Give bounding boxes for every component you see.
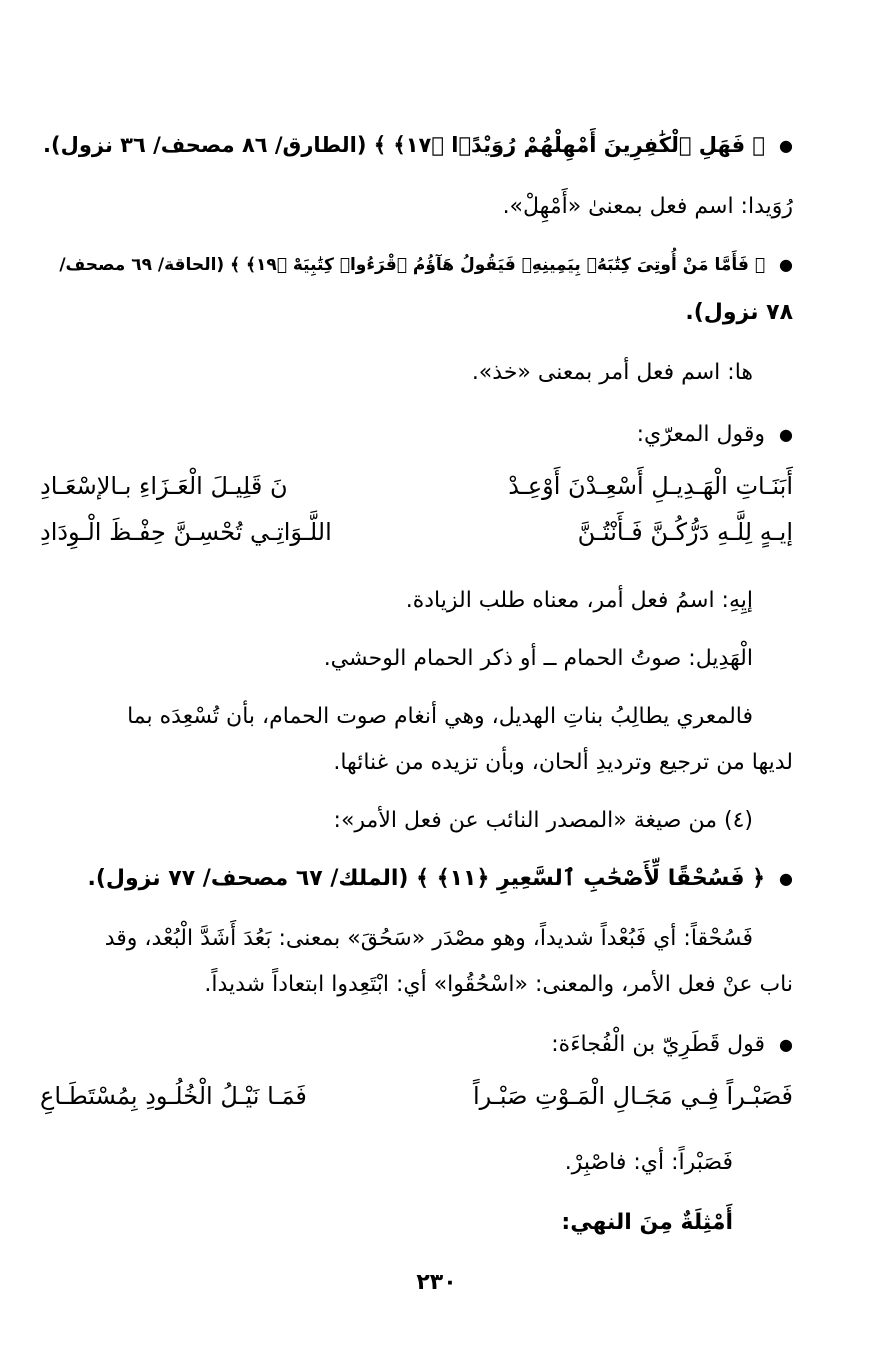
explanation-ruwaydan: رُوَيدا: اسم فعل بمعنىٰ «أَمْهِلْ». — [502, 194, 793, 219]
poem-hemistich-first: أَبَنَـاتِ الْهَـدِيـلِ أَسْعِـدْنَ أَوْعِـدْ — [508, 472, 793, 500]
paragraph-line-1: فالمعري يطالِبُ بناتِ الهديل، وهي أنغام صوت الحمام، بأن تُسْعِدَه بما — [127, 704, 753, 729]
explanation-hadil: الْهَدِيل: صوتُ الحمام ــ أو ذكر الحمام الوحشي. — [323, 646, 753, 671]
poem-hemistich-second: فَمَـا نَيْـلُ الْخُلُـودِ بِمُسْتَطَـاعِ — [40, 1082, 307, 1110]
explanation-sabran: فَصَبْراً: أي: فاصْبِرْ. — [564, 1150, 733, 1175]
explanation-suhqan-line-1: فَسُحْقاً: أي فَبُعْداً شديداً، وهو مصْدَر «سَحُقَ» بمعنى: بَعُدَ أَشَدَّ الْبُعْد، وقد — [104, 926, 753, 951]
section-heading-nahy: أَمْثِلَةٌ مِنَ النهي: — [561, 1210, 733, 1235]
poet-intro-qatari: ● قول قَطَرِيّ بن الْفُجاءَة: — [551, 1028, 793, 1062]
quran-verse-haqqa: ● ﴿ فَأَمَّا مَنْ أُوتِىَ كِتَٰبَهُۥ بِيَمِينِهِۦ فَيَقُولُ هَآؤُمُ ٱقْرَءُوا۟ كِتَٰبِيَهْ ﴿١٩﴾ ﴾ (الحاقة/ ٦٩ مصحف/ — [59, 248, 793, 282]
quran-verse-mulk: ● ﴿ فَسُحْقًا لِّأَصْحَٰبِ ٱلسَّعِيرِ ﴿١١﴾ ﴾ (الملك/ ٦٧ مصحف/ ٧٧ نزول). — [88, 862, 794, 896]
explanation-iih: إيِهِ: اسمُ فعل أمر، معناه طلب الزيادة. — [405, 588, 753, 613]
quran-verse-tariq: ● ﴿ فَهَلِ ٱلْكَٰفِرِينَ أَمْهِلْهُمْ رُوَيْدًۢا ﴿١٧﴾ ﴾ (الطارق/ ٨٦ مصحف/ ٣٦ نزول). — [43, 128, 793, 163]
poet-intro-maarri: ● وقول المعرّي: — [637, 418, 793, 452]
poem-hemistich-second: اللَّـوَاتِـي تُحْسِـنَّ حِفْـظَ الْـوِدَادِ — [40, 518, 332, 546]
poem-hemistich-first: إيـهٍ لِلَّـهِ دَرُّكُـنَّ فَـأَنْتُـنَّ — [577, 518, 793, 546]
quran-verse-haqqa-continued: ٧٨ نزول). — [685, 300, 793, 325]
poem-verse-3 — [40, 1082, 793, 1122]
poem-hemistich-second: نَ قَلِيـلَ الْعَـزَاءِ بـالإسْعَـادِ — [40, 472, 288, 500]
explanation-ha: ها: اسم فعل أمر بمعنى «خذ». — [471, 360, 753, 385]
section-heading-masdar: (٤) من صيغة «المصدر النائب عن فعل الأمر»: — [333, 808, 753, 833]
poem-verse-1 — [40, 472, 793, 512]
explanation-suhqan-line-2: ناب عنْ فعل الأمر، والمعنى: «اسْحُقُوا» أي: ابْتَعِدوا ابتعاداً شديداً. — [204, 972, 793, 997]
poem-verse-2 — [40, 518, 793, 558]
page-number: ٢٣٠ — [416, 1270, 457, 1295]
poem-hemistich-first: فَصَبْـراً فِـي مَجَـالِ الْمَـوْتِ صَبْـراً — [472, 1082, 793, 1110]
paragraph-line-2: لديها من ترجيع وترديدِ ألحان، وبأن تزيده من غنائها. — [333, 750, 793, 775]
